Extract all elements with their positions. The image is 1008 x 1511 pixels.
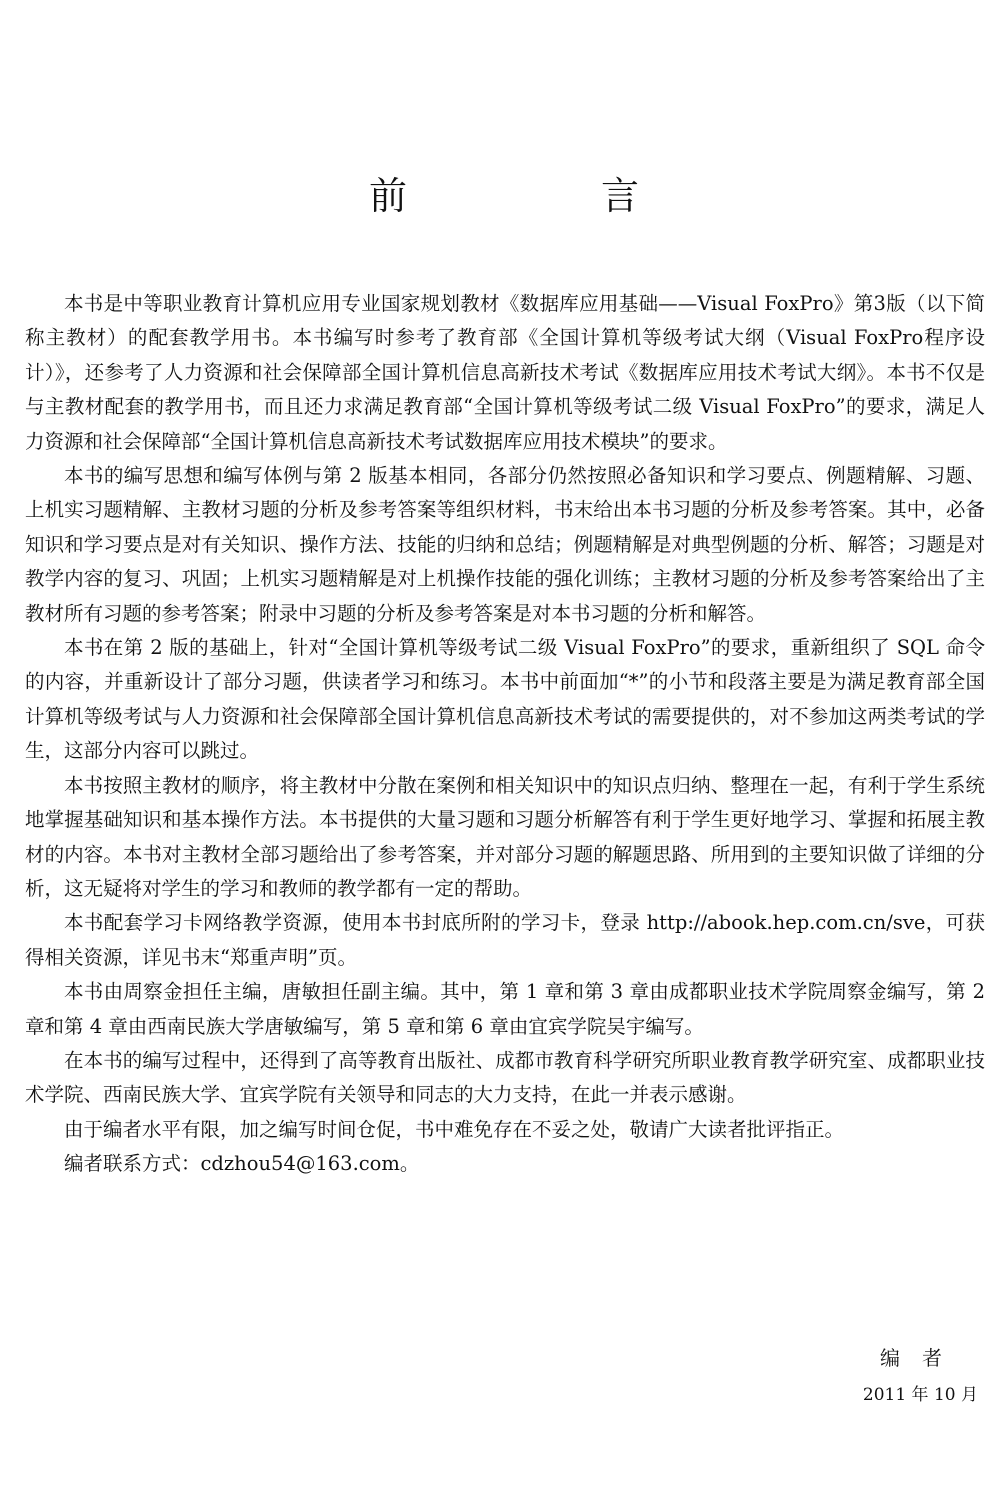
page-title: 前 言 (368, 174, 717, 218)
signature-date: 2011 年 10 月 (862, 1385, 978, 1405)
paragraph: 本书配套学习卡网络教学资源，使用本书封底所附的学习卡，登录 http://abook.hep.com.cn/sve，可获得相关资源，详见书末“郑重声明”页。 (25, 911, 985, 969)
preface-body (25, 287, 985, 1182)
paragraph: 本书的编写思想和编写体例与第 2 版基本相同，各部分仍然按照必备知识和学习要点、例题精解、习题、上机实习题精解、主教材习题的分析及参考答案等组织材料，书末给出本书习题的分析及参考答案。其中，必备知识和学习要点是对有关知识、操作方法、技能的归纳和总结；例题精解是对典型例题的分析、解答；习题是对教学内容的复习、巩固；上机实习题精解是对上机操作技能的强化训练；主教材习题的分析及参考答案给出了主教材所有习题的参考答案；附录中习题的分析及参考答案是对本书习题的分析和解答。 (25, 464, 985, 625)
paragraph: 本书在第 2 版的基础上，针对“全国计算机等级考试二级 Visual FoxPro”的要求，重新组织了 SQL 命令的内容，并重新设计了部分习题，供读者学习和练习。本书中前面加“*”的小节和段落主要是为满足教育部全国计算机等级考试与人力资源和社会保障部全国计算机信息高新技术考试的需要提供的，对不参加这两类考试的学生，这部分内容可以跳过。 (25, 636, 985, 763)
paragraph: 本书是中等职业教育计算机应用专业国家规划教材《数据库应用基础——Visual FoxPro》第3版（以下简称主教材）的配套教学用书。本书编写时参考了教育部《全国计算机等级考试大纲（Visual FoxPro程序设计）》，还参考了人力资源和社会保障部全国计算机信息高新技术考试《数据库应用技术考试大纲》。本书不仅是与主教材配套的教学用书，而且还力求满足教育部“全国计算机等级考试二级 Visual FoxPro”的要求，满足人力资源和社会保障部“全国计算机信息高新技术考试数据库应用技术模块”的要求。 (25, 292, 985, 453)
author-signature: 编者 (880, 1346, 964, 1370)
paragraph: 在本书的编写过程中，还得到了高等教育出版社、成都市教育科学研究所职业教育教学研究室、成都职业技术学院、西南民族大学、宜宾学院有关领导和同志的大力支持，在此一并表示感谢。 (25, 1048, 985, 1107)
paragraph: 本书由周察金担任主编，唐敏担任副主编。其中，第 1 章和第 3 章由成都职业技术学院周察金编写，第 2 章和第 4 章由西南民族大学唐敏编写，第 5 章和第 6 章由宜宾学院吴宇编写。 (25, 980, 985, 1038)
paragraph: 本书按照主教材的顺序，将主教材中分散在案例和相关知识中的知识点归纳、整理在一起，有利于学生系统地掌握基础知识和基本操作方法。本书提供的大量习题和习题分析解答有利于学生更好地学习、掌握和拓展主教材的内容。本书对主教材全部习题给出了参考答案，并对部分习题的解题思路、所用到的主要知识做了详细的分析，这无疑将对学生的学习和教师的教学都有一定的帮助。 (25, 773, 985, 900)
contact-paragraph: 编者联系方式：cdzhou54@163.com。 (64, 1152, 420, 1176)
paragraph: 由于编者水平有限，加之编写时间仓促，书中难免存在不妥之处，敬请广大读者批评指正。 (64, 1117, 845, 1141)
